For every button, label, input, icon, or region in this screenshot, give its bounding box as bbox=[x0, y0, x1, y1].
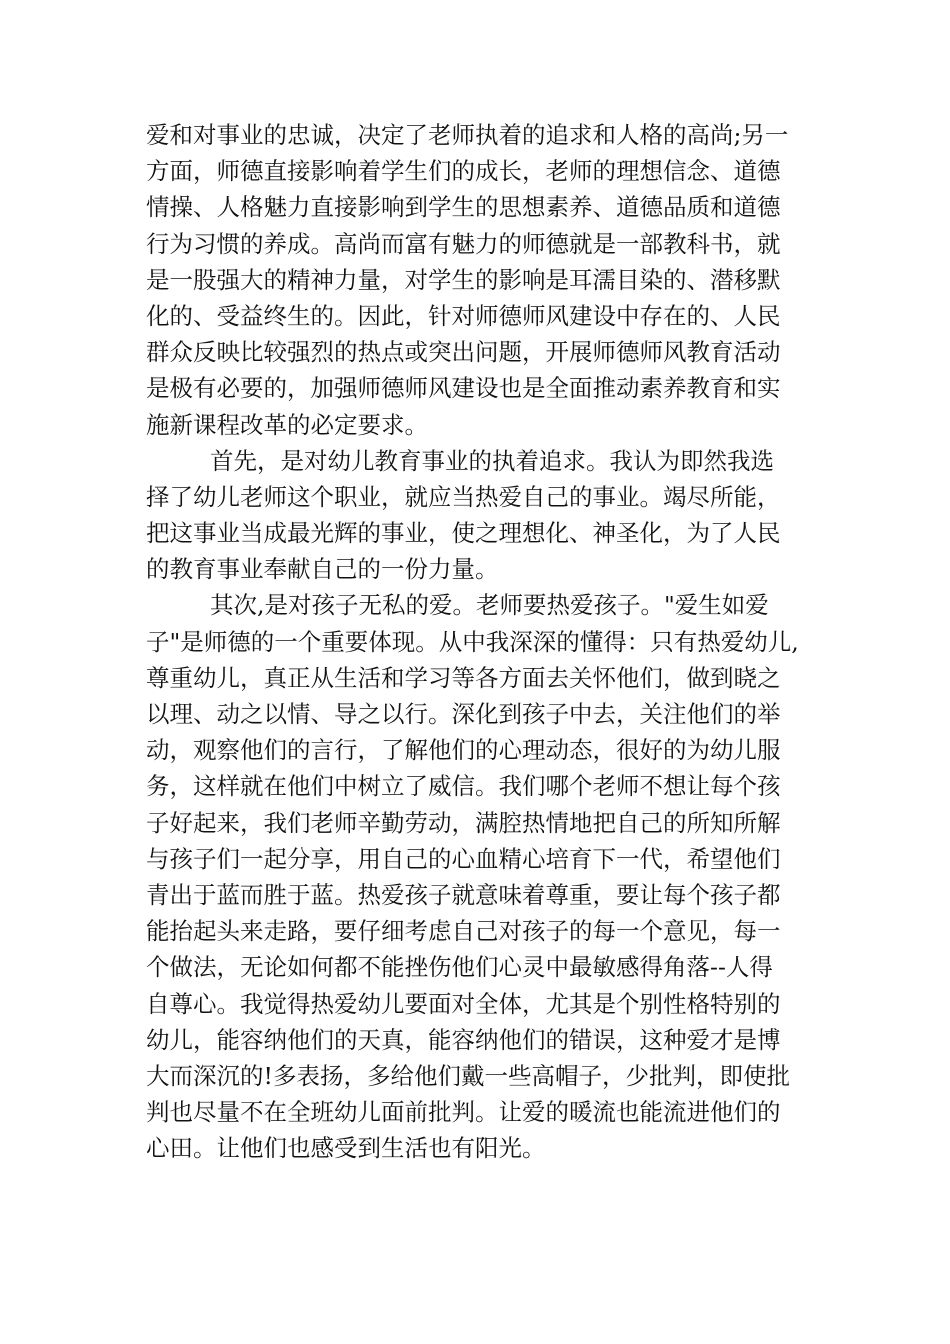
text-line: 行为习惯的养成。高尚而富有魅力的师德就是一部教科书，就 bbox=[146, 229, 781, 258]
text-line: 判也尽量不在全班幼儿面前批判。让爱的暖流也能流进他们的 bbox=[146, 1098, 781, 1127]
text-line: 是一股强大的精神力量，对学生的影响是耳濡目染的、潜移默 bbox=[146, 265, 781, 294]
text-line: 施新课程改革的必定要求。 bbox=[146, 410, 428, 439]
text-line: 子好起来，我们老师辛勤劳动，满腔热情地把自己的所知所解 bbox=[146, 808, 781, 837]
text-line: 的教育事业奉献自己的一份力量。 bbox=[146, 555, 499, 584]
text-line: 把这事业当成最光辉的事业，使之理想化、神圣化，为了人民 bbox=[146, 519, 781, 548]
text-line: 能抬起头来走路，要仔细考虑自己对孩子的每一个意见，每一 bbox=[146, 917, 781, 946]
paragraph-first-line: 其次,是对孩子无私的爱。老师要热爱孩子。"爱生如爱 bbox=[210, 591, 769, 620]
text-line: 个做法，无论如何都不能挫伤他们心灵中最敏感得角落--人得 bbox=[146, 953, 773, 982]
text-line: 化的、受益终生的。因此，针对师德师风建设中存在的、人民 bbox=[146, 301, 781, 330]
text-line: 以理、动之以情、导之以行。深化到孩子中去，关注他们的举 bbox=[146, 700, 781, 728]
text-line: 自尊心。我觉得热爱幼儿要面对全体，尤其是个别性格特别的 bbox=[146, 989, 781, 1018]
text-line: 动，观察他们的言行，了解他们的心理动态，很好的为幼儿服 bbox=[146, 736, 781, 765]
text-line: 群众反映比较强烈的热点或突出问题，开展师德师风教育活动 bbox=[146, 338, 781, 367]
text-line: 与孩子们一起分享，用自己的心血精心培育下一代，希望他们 bbox=[146, 844, 781, 873]
text-line: 务，这样就在他们中树立了威信。我们哪个老师不想让每个孩 bbox=[146, 772, 781, 801]
text-line: 幼儿，能容纳他们的天真，能容纳他们的错误，这种爱才是博 bbox=[146, 1025, 781, 1054]
text-line: 方面，师德直接影响着学生们的成长，老师的理想信念、道德 bbox=[146, 157, 781, 186]
text-line: 择了幼儿老师这个职业，就应当热爱自己的事业。竭尽所能， bbox=[146, 482, 781, 511]
text-line: 尊重幼儿，真正从生活和学习等各方面去关怀他们，做到晓之 bbox=[146, 663, 781, 692]
text-line: 青出于蓝而胜于蓝。热爱孩子就意味着尊重，要让每个孩子都 bbox=[146, 880, 781, 909]
body-text bbox=[146, 117, 806, 1166]
paragraph-first-line: 首先，是对幼儿教育事业的执着追求。我认为即然我选 bbox=[210, 446, 774, 475]
text-line: 大而深沉的!多表扬，多给他们戴一些高帽子，少批判，即使批 bbox=[146, 1061, 790, 1090]
text-line: 爱和对事业的忠诚，决定了老师执着的追求和人格的高尚;另一 bbox=[146, 121, 789, 149]
text-line: 子"是师德的一个重要体现。从中我深深的懂得：只有热爱幼儿, bbox=[146, 627, 799, 656]
text-line: 情操、人格魅力直接影响到学生的思想素养、道德品质和道德 bbox=[146, 193, 781, 222]
text-line: 是极有必要的，加强师德师风建设也是全面推动素养教育和实 bbox=[146, 374, 781, 403]
text-line: 心田。让他们也感受到生活也有阳光。 bbox=[146, 1134, 546, 1163]
